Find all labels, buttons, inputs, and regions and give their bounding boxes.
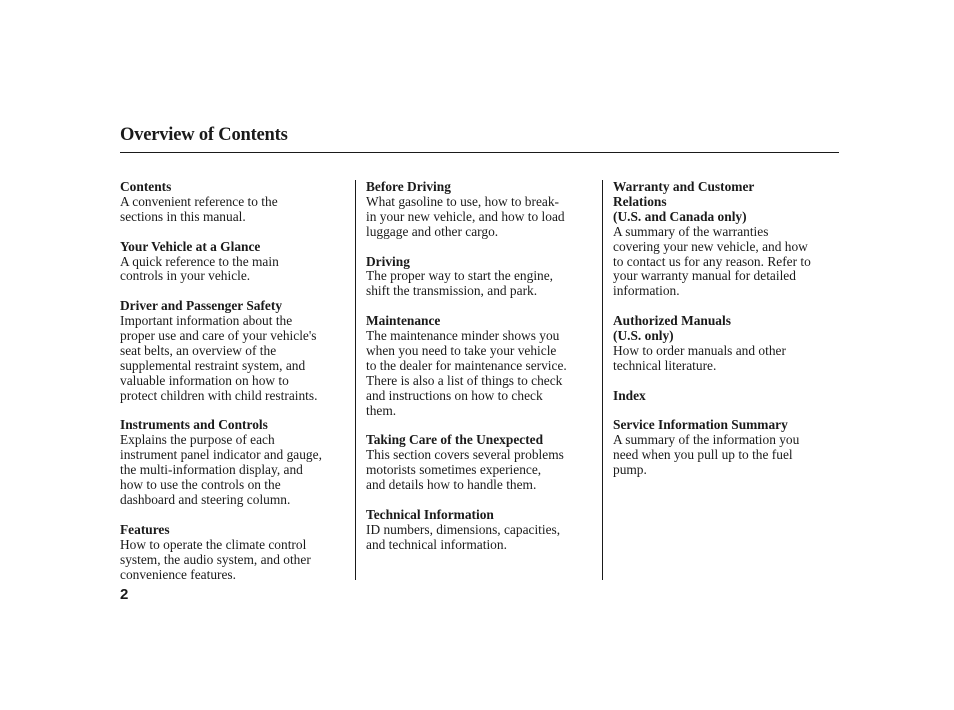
section-heading: Taking Care of the Unexpected: [366, 432, 544, 448]
section-description: ID numbers, dimensions, capacities, and technical information.: [366, 521, 561, 552]
contents-column-3: [613, 180, 849, 493]
section-heading: Authorized Manuals (U.S. only): [613, 313, 731, 344]
column-divider: [355, 180, 356, 580]
column-divider: [602, 180, 603, 580]
section-heading: Driver and Passenger Safety: [120, 298, 283, 314]
section-heading: Index: [613, 387, 646, 403]
section-maintenance: [366, 314, 602, 418]
title-divider: [120, 152, 839, 153]
section-heading: Warranty and Customer Relations (U.S. and Canada only): [613, 179, 755, 224]
section-description: A convenient reference to the sections in this manual.: [120, 193, 278, 224]
section-features: [120, 523, 356, 583]
section-authorized-manuals: [613, 314, 849, 374]
section-heading: Service Information Summary: [613, 417, 788, 433]
contents-column-1: [120, 180, 356, 597]
section-description: What gasoline to use, how to break- in your new vehicle, and how to load luggage and other cargo.: [366, 193, 565, 239]
section-heading: Instruments and Controls: [120, 417, 268, 433]
section-description: This section covers several problems motorists sometimes experience, and details how to handle them.: [366, 447, 564, 493]
section-heading: Driving: [366, 253, 410, 269]
section-instruments-controls: [120, 418, 356, 507]
section-description: How to order manuals and other technical literature.: [613, 342, 786, 373]
section-description: The maintenance minder shows you when you need to take your vehicle to the dealer for maintenance service. There is also a list of things to check and instructions on how to check them.: [366, 328, 567, 418]
section-driver-passenger-safety: [120, 299, 356, 403]
section-index: [613, 389, 849, 404]
page-number: 2: [120, 586, 129, 603]
section-description: How to operate the climate control system, the audio system, and other convenience features.: [120, 536, 311, 582]
section-heading: Features: [120, 521, 170, 537]
section-heading: Technical Information: [366, 506, 494, 522]
section-driving: [366, 255, 602, 300]
section-heading: Contents: [120, 179, 172, 194]
section-description: A quick reference to the main controls in your vehicle.: [120, 253, 279, 284]
section-heading: Your Vehicle at a Glance: [120, 238, 261, 254]
contents-column-2: [366, 180, 602, 567]
section-taking-care-unexpected: [366, 433, 602, 493]
page-title: Overview of Contents: [120, 125, 288, 145]
section-warranty-customer-relations: [613, 180, 849, 299]
section-description: A summary of the information you need when you pull up to the fuel pump.: [613, 432, 800, 478]
section-description: The proper way to start the engine, shift the transmission, and park.: [366, 268, 554, 299]
section-technical-information: [366, 508, 602, 553]
section-description: Explains the purpose of each instrument panel indicator and gauge, the multi-information display, and how to use the controls on the dashboard and steering column.: [120, 432, 322, 507]
section-heading: Maintenance: [366, 313, 441, 329]
section-description: Important information about the proper use and care of your vehicle's seat belts, an overview of the supplemental restraint system, and valuable information on how to protect children with child restraints.: [120, 313, 318, 403]
section-vehicle-at-a-glance: [120, 240, 356, 285]
section-description: A summary of the warranties covering your new vehicle, and how to contact us for any reason. Refer to your warranty manual for detailed information.: [613, 223, 811, 299]
section-before-driving: [366, 180, 602, 240]
section-heading: Before Driving: [366, 179, 451, 194]
section-contents: [120, 180, 356, 225]
section-service-information-summary: [613, 418, 849, 478]
